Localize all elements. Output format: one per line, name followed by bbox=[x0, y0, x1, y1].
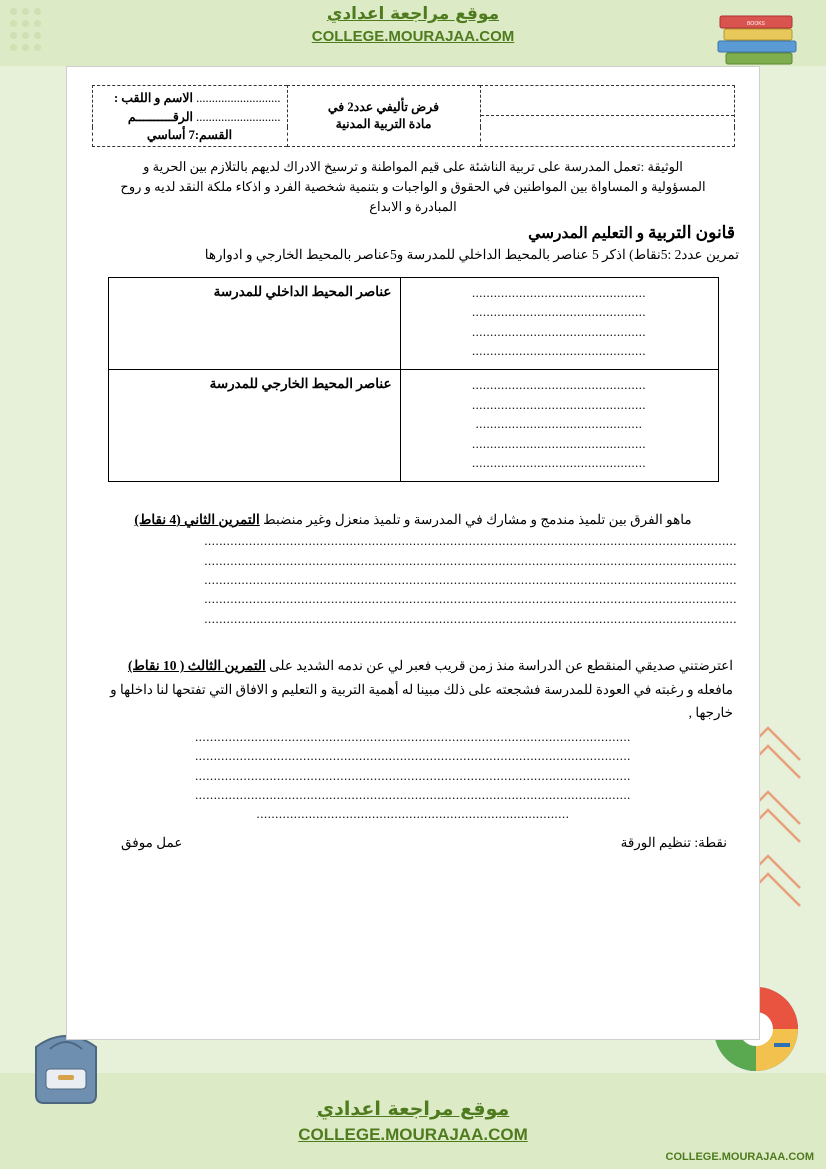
header-table bbox=[92, 85, 735, 147]
books-illustration bbox=[714, 10, 810, 72]
class-label: القسم:7 أساسي bbox=[146, 127, 233, 142]
intro-line-2: المسؤولية و المساواة بين المواطنين في الحقوق و الواجبات و بتنمية شخصية الفرد و اذكاء ملكة النقد لديه و روح bbox=[120, 178, 706, 194]
answer-line: ................................................ bbox=[472, 285, 646, 300]
answer-line: ................................................ bbox=[472, 378, 646, 393]
exercise2-answer-area[interactable] bbox=[89, 532, 737, 629]
header-blank-cell-top bbox=[481, 90, 734, 116]
student-number-label: الرقــــــــــم bbox=[127, 109, 193, 124]
site-footer-url: COLLEGE.MOURAJAA.COM bbox=[298, 1125, 528, 1144]
answer-line: ................................................ bbox=[472, 305, 646, 320]
exam-title-cell bbox=[287, 86, 480, 147]
external-environment-answer-cell[interactable] bbox=[400, 370, 718, 482]
exercise2-heading bbox=[93, 512, 733, 528]
student-number-field[interactable] bbox=[99, 108, 281, 127]
answer-line: ................................................ bbox=[472, 344, 646, 359]
answer-line: ................................................ bbox=[472, 436, 646, 451]
corner-credit: COLLEGE.MOURAJAA.COM bbox=[665, 1151, 814, 1163]
exercise3-answer-area[interactable] bbox=[111, 728, 715, 825]
exercise3-heading bbox=[93, 655, 733, 677]
svg-text:BOOKS: BOOKS bbox=[747, 21, 765, 27]
exercise3-prompt-line1: اعترضتني صديقي المنقطع عن الدراسة منذ زمن قريب فعبر لي عن ندمه الشديد على bbox=[269, 658, 733, 674]
exercise1-prompt: تمرين عدد2 :5نقاط) اذكر 5 عناصر بالمحيط الداخلي للمدرسة و5عناصر بالمحيط الخارجي و ادوارها bbox=[204, 246, 739, 262]
external-environment-label: عناصر المحيط الخارجي للمدرسة bbox=[108, 370, 400, 482]
answer-line: ..................................................................................................................... bbox=[195, 788, 631, 803]
intro-line-1: الوثيقة :تعمل المدرسة على تربية الناشئة على قيم المواطنة و ترسيخ الادراك لديهم بالتلازم بين الحرية و bbox=[143, 158, 683, 174]
paper-footer-row bbox=[121, 835, 727, 851]
answer-line: ............................................................................................................................................... bbox=[204, 573, 737, 588]
exam-title-line1: فرض تأليفي عدد2 في bbox=[327, 99, 440, 114]
answer-line: ................................................ bbox=[472, 324, 646, 339]
answer-line: ..................................................................................................................... bbox=[195, 749, 631, 764]
answer-line: ..................................................................................................................... bbox=[195, 768, 631, 783]
law-title-strong: قانون التربية bbox=[648, 222, 735, 242]
environment-elements-table bbox=[108, 277, 719, 482]
exercise2-title: التمرين الثاني (4 نقاط) bbox=[134, 512, 260, 528]
header-blank-cell-bottom bbox=[481, 116, 734, 141]
site-header-url: COLLEGE.MOURAJAA.COM bbox=[311, 28, 515, 45]
site-header-title: موقع مراجعة اعدادي bbox=[326, 4, 500, 24]
answer-line: ............................................................................................................................................... bbox=[204, 534, 737, 549]
answer-line: ............................................................................................................................................... bbox=[204, 592, 737, 607]
worksheet-page bbox=[66, 66, 760, 1040]
table-row bbox=[108, 277, 718, 370]
internal-environment-answer-cell[interactable] bbox=[400, 277, 718, 370]
exam-title-line2: مادة التربية المدنية bbox=[335, 116, 432, 131]
answer-line: ............................................................................................................................................... bbox=[204, 611, 737, 626]
site-footer-title: موقع مراجعة اعدادي bbox=[316, 1098, 510, 1120]
exercise3-prompt-line3: خارجها , bbox=[688, 705, 733, 721]
answer-line: .............................................. bbox=[475, 417, 643, 432]
good-luck-note: عمل موفق bbox=[121, 834, 183, 850]
law-title-rest: و التعليم المدرسي bbox=[528, 224, 645, 242]
answer-line: ..................................................................................................................... bbox=[195, 729, 631, 744]
answer-line: .................................................................................... bbox=[256, 807, 570, 822]
answer-line: ................................................ bbox=[472, 455, 646, 470]
student-name-label: الاسم و اللقب : bbox=[114, 91, 193, 105]
answer-line: ................................................ bbox=[472, 397, 646, 412]
exercise3-title: التمرين الثالث ( 10 نقاط) bbox=[127, 658, 266, 674]
student-name-field[interactable] bbox=[99, 89, 281, 108]
exercise2-prompt: ماهو الفرق بين تلميذ مندمج و مشارك في المدرسة و تلميذ منعزل وغير منضبط bbox=[263, 512, 692, 528]
exercise3-prompt-line2: مافعله و رغبته في العودة للمدرسة فشجعته على ذلك مبينا له أهمية التربية و التعليم و الافاق التي تفتحها لنا داخلها و bbox=[110, 681, 733, 697]
intro-line-3: المبادرة و الابداع bbox=[369, 198, 457, 214]
law-title bbox=[81, 223, 735, 243]
internal-environment-label: عناصر المحيط الداخلي للمدرسة bbox=[108, 277, 400, 370]
table-row bbox=[108, 370, 718, 482]
site-header-banner bbox=[0, 4, 826, 45]
site-footer-banner bbox=[0, 1098, 826, 1145]
intro-paragraph bbox=[91, 157, 735, 217]
student-name-dots: ........................... bbox=[196, 91, 281, 105]
answer-line: ............................................................................................................................................... bbox=[204, 553, 737, 568]
paper-organization-note: نقطة: تنظيم الورقة bbox=[620, 834, 727, 850]
student-number-dots: ........................... bbox=[196, 109, 281, 124]
